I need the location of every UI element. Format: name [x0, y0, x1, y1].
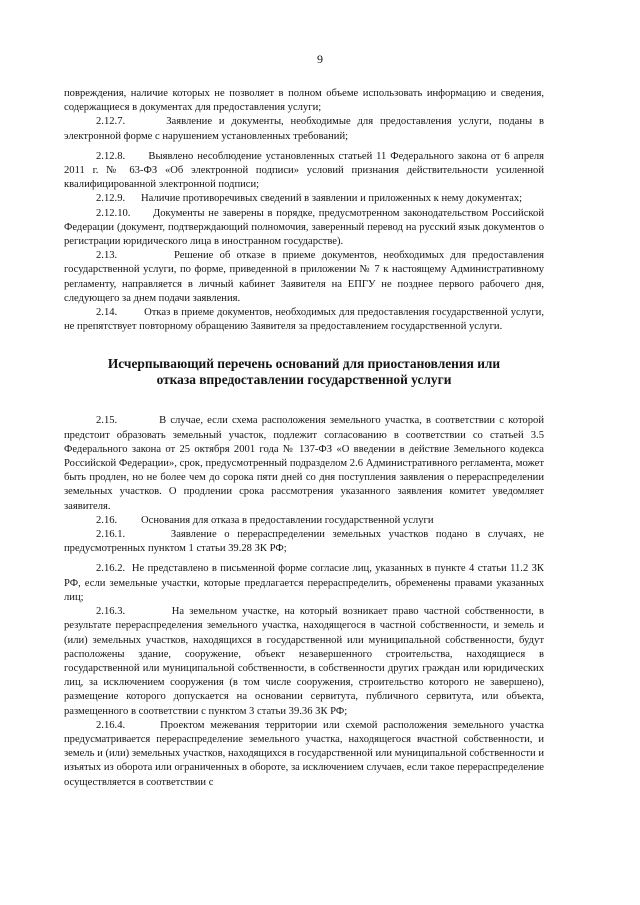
paragraph-2-12-8: 2.12.8. Выявлено несоблюдение установленных статьей 11 Федерального закона от 6 апреля 2011 г. № 63-ФЗ «Об электронной подписи» условий признания действительности усиленной квалифицированной электронной подписи; [64, 150, 544, 191]
paragraph-2-16-2: 2.16.2. Не представлено в письменной форме согласие лиц, указанных в пункте 4 статьи 11.2 ЗК РФ, если земельные участки, которые предлагается перераспределить, обременены правами указанных лиц; [64, 563, 544, 603]
paragraph-2-16-3: 2.16.3. На земельном участке, на который возникает право частной собственности, в результате перераспределения земельного участка, находящегося в частной собственности, и земель и (или) земельных участков, находящихся в государственной или муниципальной собственности, будут расположены здание, сооружение, объект незавершенного строительства, находящиеся в государственной или муниципальной собственности, в собственности других граждан или юридических лиц, за исключением сооружения (в том числе сооружения, строительство которого не завершено), размещение которого допускается на основании сервитута, публичного сервитута, или объекта, размещенного в соответствии с пунктом 3 статьи 39.36 ЗК РФ; [64, 606, 544, 717]
document-body [64, 87, 544, 790]
requirements-block [64, 87, 544, 334]
paragraph-2-13: 2.13. Решение об отказе в приеме документов, необходимых для предоставления государственной услуги, по форме, приведенной в приложении № 7 к настоящему Административному регламенту, направляется в личный кабинет Заявителя на ЕПГУ не позднее первого рабочего дня, следующего за днем подачи заявления. [64, 250, 544, 304]
page-number: 9 [317, 52, 323, 66]
paragraph-cont: повреждения, наличие которых не позволяет в полном объеме использовать информацию и сведения, содержащиеся в документах для предоставления услуги; [64, 88, 544, 114]
paragraph-2-16-4: 2.16.4. Проектом межевания территории или схемой расположения земельного участка предусматривается перераспределение земельного участка, находящегося вчастной собственности, и земель и (или) земельных участков, находящихся в государственной или муниципальной собственности и изъятых из оборота или ограниченных в обороте, за исключением случаев, если такое перераспределение осуществляется в соответствии с [64, 719, 544, 788]
paragraph-2-16-1: 2.16.1. Заявление о перераспределении земельных участков подано в случаях, не предусмотренных пунктом 1 статьи 39.28 ЗК РФ; [64, 529, 544, 555]
section-heading-line-1: Исчерпывающий перечень оснований для приостановления или [107, 356, 501, 372]
paragraph-2-15: 2.15. В случае, если схема расположения земельного участка, в соответствии с которой предстоит образовать земельный участок, подлежит согласованию в соответствии со статьей 3.5 Федерального закона от 25 октября 2001 года № 137-ФЗ «О введении в действие Земельного кодекса Российской Федерации», срок, предусмотренный подразделом 2.6 Административного регламента, может быть продлен, но не более чем до сорока пяти дней со дня поступления заявления о перераспределении земельных участков. О продлении срока рассмотрения указанного заявления комитет уведомляет заявителя. [64, 415, 544, 512]
refusal-grounds-block [64, 414, 544, 789]
paragraph-2-12-9: 2.12.9. Наличие противоречивых сведений в заявлении и приложенных к нему документах; [96, 193, 523, 205]
paragraph-2-14: 2.14. Отказ в приеме документов, необходимых для предоставления государственной услуги, не препятствует повторному обращению Заявителя за предоставлением государственной услуги. [64, 307, 544, 333]
section-heading [64, 356, 544, 388]
paragraph-2-12-7: 2.12.7. Заявление и документы, необходимые для предоставления услуги, поданы в электронной форме с нарушением установленных требований; [64, 116, 544, 142]
paragraph-2-12-10: 2.12.10. Документы не заверены в порядке, предусмотренном законодательством Российской Федерации (документ, подтверждающий полномочия, заверенный перевод на русский язык документов о регистрации юридического лица в иностранном государстве). [64, 207, 544, 248]
paragraph-2-16: 2.16. Основания для отказа в предоставлении государственной услуги [96, 514, 434, 526]
section-heading-line-2: отказа впредоставлении государственной услуги [156, 372, 452, 388]
